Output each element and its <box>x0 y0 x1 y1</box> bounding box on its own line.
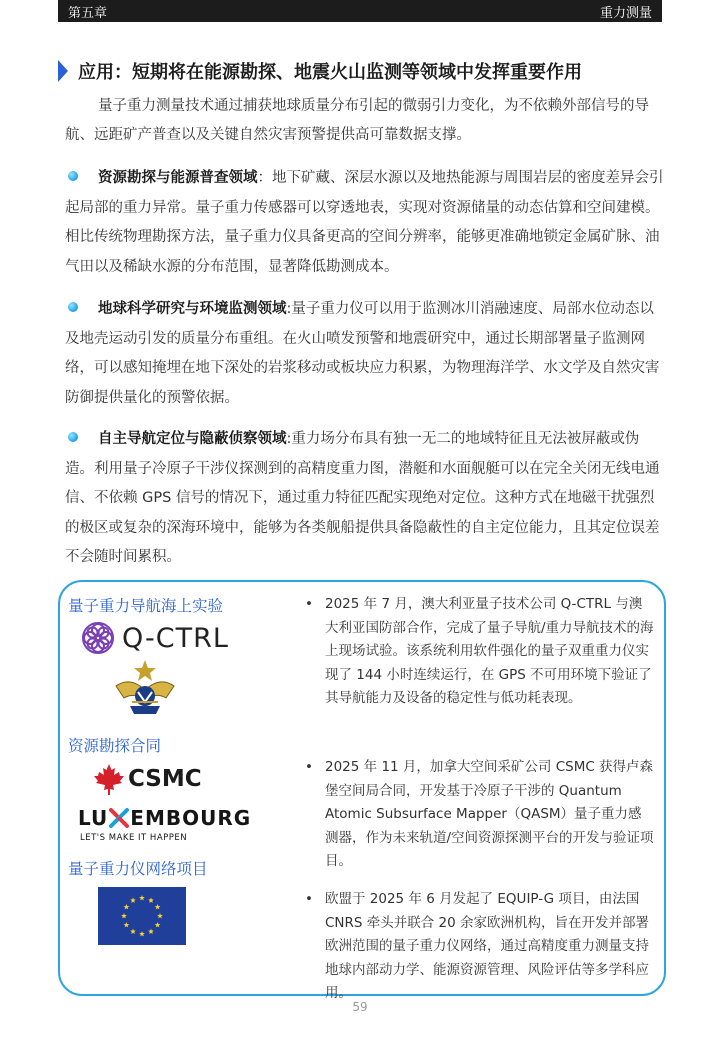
csmc-logo <box>92 762 202 796</box>
item-text: :量子重力仪可以用于监测冰川消融速度、局部水位动态以及地壳运动引发的质量分布重组。在火山喷发预警和地震研究中，通过长期部署量子监测网络，可以感知掩埋在地下深处的岩浆移动或板块应力积累，为物理海洋学、水文学及自然灾害防御提供量化的预警依据。 <box>65 301 660 406</box>
item-text: :重力场分布具有独一无二的地域特征且无法被屏蔽或伪造。利用量子冷原子干涉仪探测到的高精度重力图，潜艇和水面舰艇可以在完全关闭无线电通信、不依赖 GPS 信号的情况下，通过重力特征匹配实现绝对定位。这种方式在地磁干扰强烈的极区或复杂的深海环境中，能够为各类舰船提供具备隐蔽性的自主定位能力，且其定位误差不会随时间累积。 <box>65 431 660 565</box>
maple-leaf-icon <box>92 762 126 796</box>
item-term: 地球科学研究与环境监测领域 <box>98 301 287 317</box>
heading-text: 应用：短期将在能源勘探、地震火山监测等领域中发挥重要作用 <box>78 62 582 83</box>
item-resource <box>65 164 665 282</box>
luxembourg-logo <box>78 806 251 843</box>
lux-wordmark-right: EMBOURG <box>130 806 252 830</box>
qctrl-wordmark: Q-CTRL <box>122 622 229 654</box>
qctrl-emblem-icon <box>80 620 116 656</box>
page-number: 59 <box>352 1000 368 1014</box>
case-title-navigation: 量子重力导航海上实验 <box>68 597 224 615</box>
item-term: 资源勘探与能源普查领域 <box>98 170 258 186</box>
lux-wordmark-left: LU <box>78 806 109 830</box>
bullet-dot-icon <box>68 432 78 442</box>
case-text-network: • 欧盟于 2025 年 6 月发起了 EQUIP-G 项目，由法国 CNRS 牵头并联合 20 余家欧洲机构，旨在开发并部署欧洲范围的量子重力仪网络，通过高精度重力测量支持地球内部动力学、能源资源管理、风险评估等多学科应用。 <box>305 888 655 1006</box>
eu-flag-icon <box>98 887 186 945</box>
case-text-navigation: • 2025 年 7 月，澳大利亚量子技术公司 Q-CTRL 与澳大利亚国防部合作，完成了量子导航/重力导航技术的海上现场试验。该系统利用软件强化的量子双重重力仪实现了 144 小时连续运行，在 GPS 不可用环境下验证了其导航能力及设备的稳定性与低功耗表现。 <box>305 593 655 711</box>
bullet-dot-icon <box>68 302 78 312</box>
item-term: 自主导航定位与隐蔽侦察领域 <box>98 431 287 447</box>
page-header <box>58 0 662 22</box>
lux-tagline: LET'S MAKE IT HAPPEN <box>80 833 188 843</box>
section-heading <box>58 58 668 84</box>
arrow-icon <box>58 60 68 82</box>
item-navigation <box>65 425 665 573</box>
csmc-wordmark: CSMC <box>128 766 202 792</box>
case-text-exploration: • 2025 年 11 月，加拿大空间采矿公司 CSMC 获得卢森堡空间局合同，开发基于冷原子干涉的 Quantum Atomic Subsurface Mapper（QASM）量子重力感测器，作为未来轨道/空间资源探测平台的开发与验证项目。 <box>305 756 655 874</box>
qctrl-logo <box>80 620 229 656</box>
case-title-exploration: 资源勘探合同 <box>68 737 162 755</box>
intro-paragraph: 量子重力测量技术通过捕获地球质量分布引起的微弱引力变化，为不依赖外部信号的导航、远距矿产普查以及关键自然灾害预警提供高可靠数据支撑。 <box>65 98 649 143</box>
case-title-network: 量子重力仪网络项目 <box>68 860 208 878</box>
chapter-label: 第五章 <box>68 5 108 21</box>
item-earth-science <box>65 295 665 413</box>
lux-x-emblem-icon <box>109 808 129 828</box>
item-text: ：地下矿藏、深层水源以及地热能源与周围岩层的密度差异会引起局部的重力异常。量子重力传感器可以穿透地表，实现对资源储量的动态估算和空间建模。相比传统物理勘探方法，量子重力仪具备更高的空间分辨率，能够更准确地锁定金属矿脉、油气田以及稀缺水源的分布范围，显著降低勘测成本。 <box>65 170 664 275</box>
section-label: 重力测量 <box>599 5 652 21</box>
defence-crest-icon <box>112 656 178 718</box>
bullet-dot-icon <box>68 171 78 181</box>
